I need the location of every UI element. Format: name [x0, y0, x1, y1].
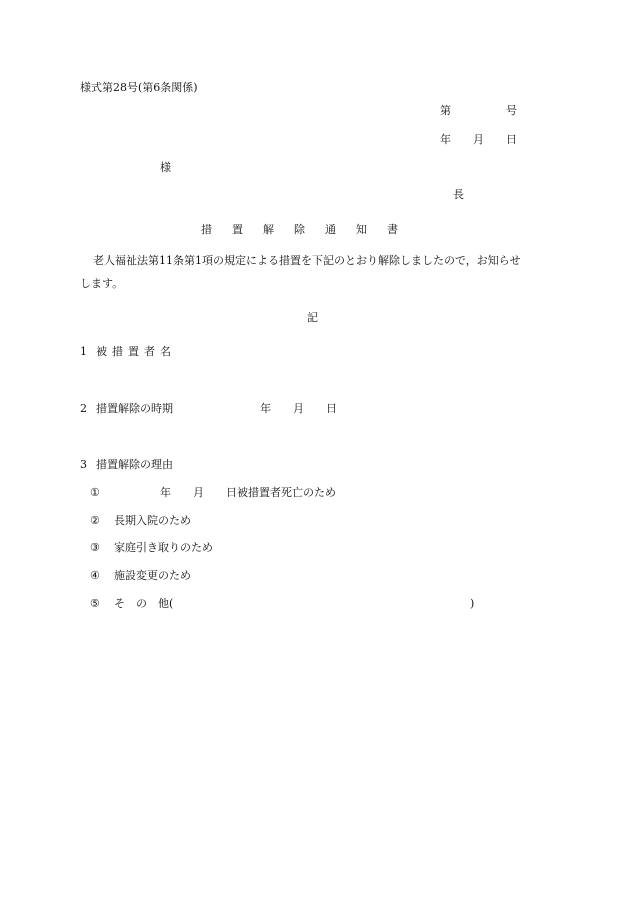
reason-5-close-paren: ): [470, 597, 475, 610]
reason-2-mark: ②: [90, 514, 100, 527]
item-3-label: 措置解除の理由: [96, 458, 173, 471]
reason-2-text: 長期入院のため: [114, 514, 191, 527]
document-number: 第 号: [440, 104, 517, 117]
reason-1-mark: ①: [90, 486, 100, 499]
reason-5-text: そ の 他(: [114, 597, 174, 610]
reason-3-mark: ③: [90, 541, 100, 554]
item-2-number: 2: [80, 402, 87, 415]
item-3-number: 3: [80, 458, 87, 471]
form-label: 様式第28号(第6条関係): [80, 81, 198, 94]
body-text-line-2: します。: [80, 277, 124, 290]
reason-3-text: 家庭引き取りのため: [114, 541, 213, 554]
item-1-label: 被措置者名: [96, 345, 176, 358]
issuer-suffix: 長: [453, 188, 464, 201]
reason-5-mark: ⑤: [90, 597, 100, 610]
item-2-date: 年 月 日: [260, 402, 337, 415]
body-text-line-1: 老人福祉法第11条第1項の規定による措置を下記のとおり解除しましたので，お知らせ: [93, 254, 521, 267]
reason-4-text: 施設変更のため: [114, 569, 191, 582]
document-date: 年 月 日: [440, 133, 517, 146]
reason-1-text: 年 月 日被措置者死亡のため: [160, 486, 336, 499]
document-title: 措置解除通知書: [201, 223, 418, 236]
reason-4-mark: ④: [90, 569, 100, 582]
item-1-number: 1: [80, 345, 87, 358]
item-2-label: 措置解除の時期: [96, 402, 173, 415]
addressee-suffix: 様: [160, 161, 171, 174]
ki-heading: 記: [307, 311, 318, 324]
